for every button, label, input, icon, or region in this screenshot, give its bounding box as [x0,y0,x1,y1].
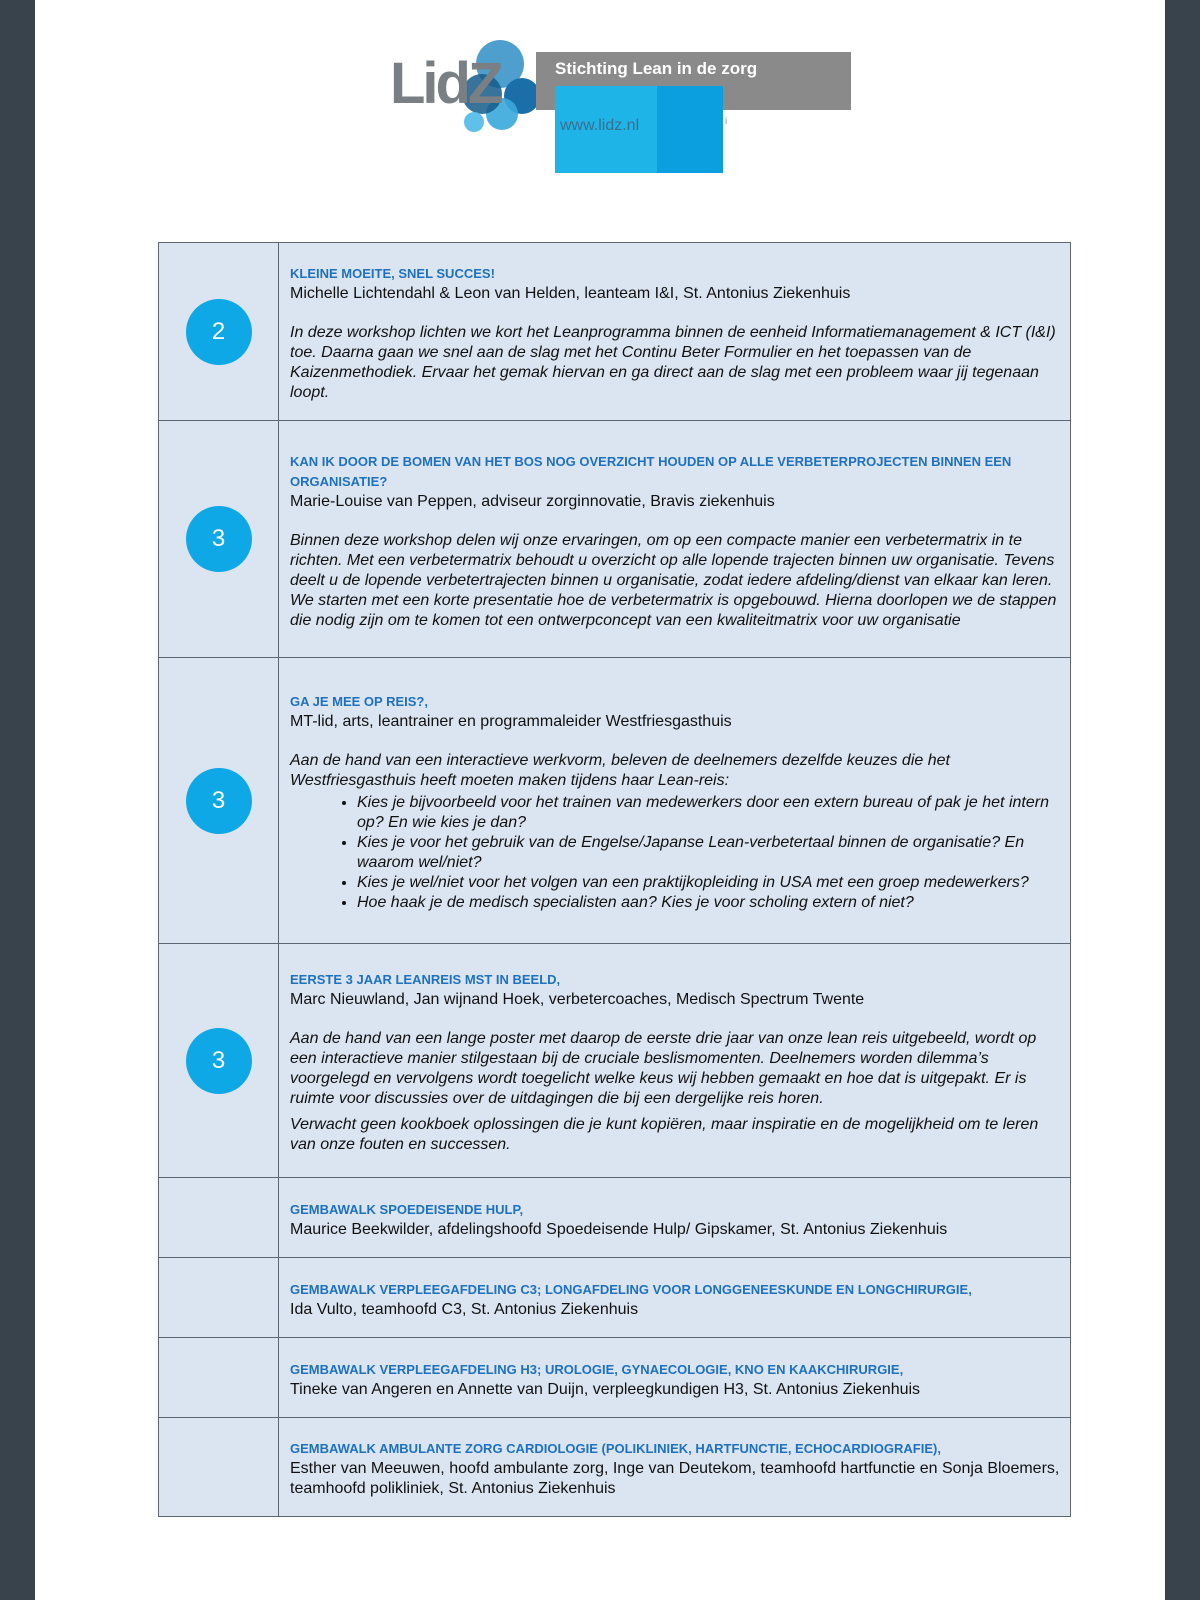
session-content-cell [279,421,1071,658]
session-number-cell [159,243,279,421]
session-description: In deze workshop lichten we kort het Leanprogramma binnen de eenheid Informatiemanagement & ICT (I&I) toe. Daarna gaan we snel aan de slag met het Continu Beter Formulier en het toepassen van de Kaizenmethodiek. Ervaar het gemak hiervan en ga direct aan de slag met een probleem waar jij tegenaan loopt. [290,324,1056,401]
session-title: GA JE MEE OP REIS?, [290,694,428,709]
session-number-cell [159,1258,279,1338]
session-row [159,1338,1071,1418]
session-title: KLEINE MOEITE, SNEL SUCCES! [290,266,495,281]
session-number-badge: 3 [186,768,252,834]
list-item: • Kies je voor het gebruik van de Engelse/Japanse Lean-verbetertaal binnen de organisatie? En waarom wel/niet? [357,833,1062,873]
session-speakers: Esther van Meeuwen, hoofd ambulante zorg, Inge van Deutekom, teamhoofd hartfunctie en Sonja Bloemers, teamhoofd polikliniek, St. Antonius Ziekenhuis [290,1460,1060,1497]
session-speakers: Marc Nieuwland, Jan wijnand Hoek, verbetercoaches, Medisch Spectrum Twente [290,991,865,1008]
session-bullet-list [290,793,1062,913]
session-speakers: Maurice Beekwilder, afdelingshoofd Spoedeisende Hulp/ Gipskamer, St. Antonius Ziekenhuis [290,1220,948,1238]
session-row [159,243,1071,421]
session-content-cell [279,944,1071,1178]
session-number-cell [159,1418,279,1517]
sessions-table [158,242,1071,1517]
session-description: Binnen deze workshop delen wij onze ervaringen, om op een compacte manier een verbetermatrix in te richten. Met een verbetermatrix behoudt u overzicht op alle lopende trajecten binnen uw organisatie. Tevens deelt u de lopende verbetertrajecten binnen u organisatie, zodat iedere afdeling/dienst van elkaar kan leren. We starten met een korte presentatie hoe de verbetermatrix is opgebouwd. Hierna doorlopen we de stappen die nodig zijn om te komen tot een ontwerpconcept van een kwaliteitmatrix voor uw organisatie [290,531,1057,629]
session-content-cell [279,243,1071,421]
org-name: Stichting Lean in de zorg [555,59,758,78]
session-speakers: Tineke van Angeren en Annette van Duijn, verpleegkundigen H3, St. Antonius Ziekenhuis [290,1380,921,1398]
session-number-cell [159,944,279,1178]
session-description-extra: Verwacht geen kookboek oplossingen die je kunt kopiëren, maar inspiratie en de mogelijkheid om te leren van onze fouten en successen. [290,1116,1039,1153]
session-number-cell [159,658,279,944]
session-title: GEMBAWALK VERPLEEGAFDELING C3; LONGAFDELING VOOR LONGGENEESKUNDE EN LONGCHIRURGIE, [290,1281,972,1297]
website-banner [555,86,723,173]
session-content-cell [279,1258,1071,1338]
session-title: GEMBAWALK AMBULANTE ZORG CARDIOLOGIE (POLIKLINIEK, HARTFUNCTIE, ECHOCARDIOGRAFIE), [290,1441,941,1456]
list-item: • Kies je bijvoorbeeld voor het trainen van medewerkers door een extern bureau of pak je het intern op? En wie kies je dan? [357,793,1062,833]
session-row [159,1178,1071,1258]
website-banner-accent [657,86,723,173]
lidz-logo [390,36,545,136]
session-row [159,1258,1071,1338]
session-title: KAN IK DOOR DE BOMEN VAN HET BOS NOG OVERZICHT HOUDEN OP ALLE VERBETERPROJECTEN BINNEN EEN ORGANISATIE? [290,453,1012,489]
session-content-cell [279,1178,1071,1258]
website-url: www.lidz.nl [560,117,640,134]
session-speakers: Michelle Lichtendahl & Leon van Helden, leanteam I&I, St. Antonius Ziekenhuis [290,285,851,302]
session-number-badge: 3 [186,506,252,572]
session-speakers: Marie-Louise van Peppen, adviseur zorginnovatie, Bravis ziekenhuis [290,492,775,510]
list-item: • Kies je wel/niet voor het volgen van een praktijkopleiding in USA met een groep medewerkers? [357,873,1062,893]
session-number-badge: 3 [186,1028,252,1094]
session-number-cell [159,421,279,658]
session-row [159,1418,1071,1517]
session-description: Aan de hand van een lange poster met daarop de eerste drie jaar van onze lean reis uitgebeeld, wordt op een interactieve manier stilgestaan bij de cruciale beslismomenten. Deelnemers worden dilemma’s voorgelegd en vervolgens wordt toegelicht welke keus wij hebben gemaakt en hoe dat is uitgepakt. Er is ruimte voor discussies over de uitdagingen die bij een dergelijke reis horen. [290,1030,1037,1107]
session-description: Aan de hand van een interactieve werkvorm, beleven de deelnemers dezelfde keuzes die het Westfriesgasthuis heeft moeten maken tijdens haar Lean-reis: [290,752,950,789]
session-content-cell [279,658,1071,944]
session-title: GEMBAWALK VERPLEEGAFDELING H3; UROLOGIE, GYNAECOLOGIE, KNO EN KAAKCHIRURGIE, [290,1361,904,1377]
session-row [159,658,1071,944]
session-speakers: Ida Vulto, teamhoofd C3, St. Antonius Ziekenhuis [290,1300,639,1318]
banner-mark: i [725,116,728,127]
session-row [159,944,1071,1178]
session-content-cell [279,1338,1071,1418]
session-number-cell [159,1338,279,1418]
session-row [159,421,1071,658]
session-content-cell [279,1418,1071,1517]
session-number-cell [159,1178,279,1258]
session-speakers: MT-lid, arts, leantrainer en programmaleider Westfriesgasthuis [290,713,732,730]
session-title: EERSTE 3 JAAR LEANREIS MST IN BEELD, [290,972,561,987]
list-item: • Hoe haak je de medisch specialisten aan? Kies je voor scholing extern of niet? [357,893,1062,913]
logo-text: LidZ [390,51,501,116]
session-number-badge: 2 [186,299,252,365]
session-title: GEMBAWALK SPOEDEISENDE HULP, [290,1201,524,1217]
